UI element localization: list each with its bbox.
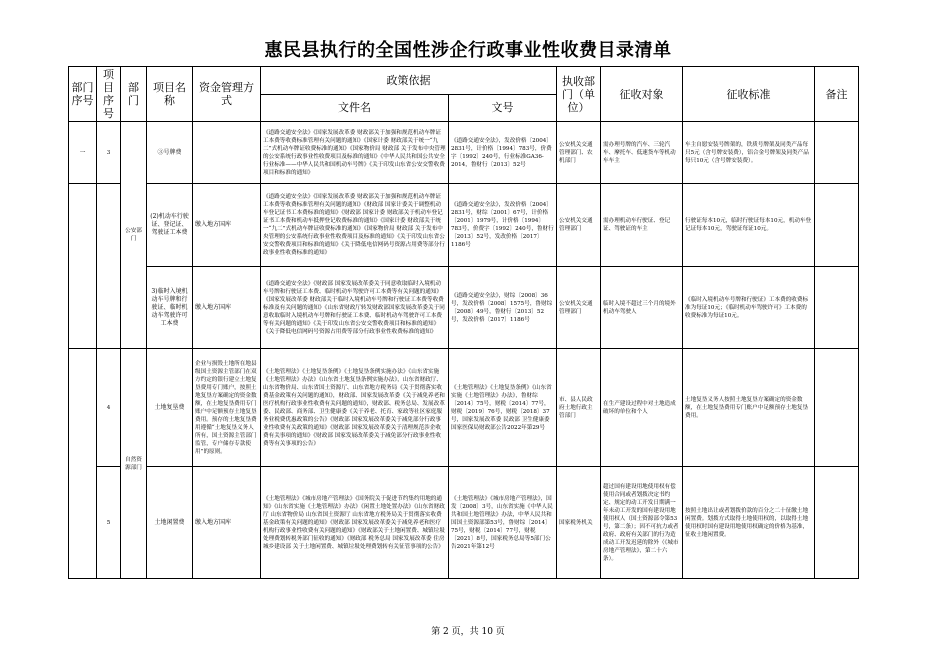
header-policy: 政策依据 bbox=[261, 67, 557, 95]
exec-dept-cell: 公安机关交通管理部门、农机部门 bbox=[557, 122, 601, 184]
dept-cell: 公安部门 bbox=[121, 122, 147, 349]
standard-cell: 土地复垦义务人按照土地复垦方案确定的资金数额，在土地复垦费用专门账户中足额预存土地复垦费用。 bbox=[683, 349, 815, 467]
header-fund-mgmt: 资金管理方式 bbox=[193, 67, 261, 122]
header-doc-no: 文号 bbox=[449, 94, 557, 122]
target-cell: 临时入境不超过三个月的境外机动车驾驶人 bbox=[601, 267, 683, 349]
table-row bbox=[69, 349, 859, 467]
table-row bbox=[69, 184, 859, 267]
header-target: 征收对象 bbox=[601, 67, 683, 122]
header-exec-dept: 执收部门（单位） bbox=[557, 67, 601, 122]
remark-cell bbox=[815, 349, 859, 467]
standard-cell: 行驶证每本10元，临时行驶证每本10元，机动车登记证每本10元，驾驶证每证10元。 bbox=[683, 184, 815, 267]
remark-cell bbox=[815, 184, 859, 267]
doc-no-cell: 《土地管理法》《土地复垦条例》《山东省实施《土地管理法》办法》，鲁财综〔2014〕75号，财税〔2014〕77号，财税〔2019〕76号，财税〔2018〕37号，国家发展改革委 民政部 卫生健康委 国家医保局财政部公告2022年第29号 bbox=[449, 349, 557, 467]
remark-cell bbox=[815, 467, 859, 579]
exec-dept-cell: 国家税务机关 bbox=[557, 467, 601, 579]
item-seq-cell: 3 bbox=[97, 122, 121, 184]
table-row bbox=[69, 267, 859, 349]
standard-cell: 按照土地出让或者划拨价款的百分之二十征缴土地闲置费。划拨方式取得土地使用权的，以取得土地使用权时国有建设用地使用权确定的价格为基准，征收土地闲置费。 bbox=[683, 467, 815, 579]
header-dept-seq: 部门序号 bbox=[69, 67, 97, 122]
fee-table bbox=[68, 66, 859, 579]
dept-seq-cell bbox=[69, 349, 97, 579]
item-name-cell: 土地复垦费 bbox=[147, 349, 193, 467]
doc-no-cell: 《土地管理法》《城市房地产管理法》，国发〔2008〕3号，山东省实施《中华人民共和国土地管理法》办法，中华人民共和国国土资源部第53号，鲁财综〔2014〕75号，财税〔2014〕77号，财税〔2021〕8号，国家税务总局等5部门公告2021年第12号 bbox=[449, 467, 557, 579]
item-seq-cell: 4 bbox=[97, 349, 121, 467]
doc-no-cell: 《道路交通安全法》，财综〔2008〕36号，发改价格〔2008〕1575号，鲁财综〔2008〕49号，鲁财行〔2013〕52号，发改价格〔2017〕1186号 bbox=[449, 267, 557, 349]
header-item-seq: 项目序号 bbox=[97, 67, 121, 122]
dept-seq-cell bbox=[69, 184, 97, 349]
remark-cell bbox=[815, 267, 859, 349]
header-item-name: 项目名称 bbox=[147, 67, 193, 122]
target-cell: 需办理号牌的汽车、三轮汽车、摩托车、低速货车等机动车车主 bbox=[601, 122, 683, 184]
dept-cell: 自然资源部门 bbox=[121, 349, 147, 579]
standard-cell: 车主自愿安装号牌架的，铁质号牌架及同类产品每只5元（含号牌安装费），铝合金号牌架及同类产品每只10元（含号牌安装费）。 bbox=[683, 122, 815, 184]
fund-mgmt-cell: 缴入地方国库 bbox=[193, 184, 261, 267]
exec-dept-cell: 公安机关交通管理部门 bbox=[557, 184, 601, 267]
table-row bbox=[69, 467, 859, 579]
item-name-cell: (2)机动车行驶证、登记证、驾驶证工本费 bbox=[147, 184, 193, 267]
doc-name-cell: 《土地管理法》《城市房地产管理法》《国务院关于促进节约集约用地的通知》《山东省实施《土地管理法》办法》《闲置土地处置办法》《山东省财政厅 山东省物价局 山东省国土资源厅 山东省地方税务局关于贯彻落实收费基金政策有关问题的通知》《财政部 国家发展改革委关于减免养老和医疗机构行政事业性收费有关问题的通知》《财政部关于土地闲置费、城镇垃圾处理费划转税务部门征收的通知》《财政部 税务总局 国家发展改革委 住房城乡建设部 关于土地闲置费、城镇垃圾处理费划转有关征管事项的公告》 bbox=[261, 467, 449, 579]
exec-dept-cell: 公安机关交通管理部门 bbox=[557, 267, 601, 349]
fund-mgmt-cell bbox=[193, 122, 261, 184]
page-title: 惠民县执行的全国性涉企行政事业性收费目录清单 bbox=[264, 40, 672, 61]
doc-name-cell: 《道路交通安全法》《国家发展改革委 财政部关于加强和规范机动车牌证工本费等收费标准管理有关问题的通知》《国家计委 财政部关于统一“九二”式机动车牌证收费标准的通知》《国家物价局 财政部 关于发布中央管理的公安系统行政事业性收费项目及标准的通知》《中华人民共和国公共安全行业标准——中华人民共和国机动车号牌》《关于印发山东省公安交警收费项目和标准的通知》 bbox=[261, 122, 449, 184]
item-name-cell: 3)临时入境机动车号牌和行驶证、临时机动车驾驶许可工本费 bbox=[147, 267, 193, 349]
item-name-cell: ③号牌费 bbox=[147, 122, 193, 184]
header-doc-name: 文件名 bbox=[261, 94, 449, 122]
target-cell: 需办理机动车行驶证、登记证、驾驶证的车主 bbox=[601, 184, 683, 267]
fund-mgmt-cell: 企业与损毁土地所在地县级国土资源主管部门在双方约定的银行建立土地复垦费用专门账户，按照土地复垦方案确定的资金数额，在土地复垦费用专门账户中足额预存土地复垦费用。预存的土地复垦费用遵循“土地复垦义务人所有，国土资源主管部门监管，专户储存专款使用”的原则。 bbox=[193, 349, 261, 467]
doc-name-cell: 《道路交通安全法》《财政部 国家发展改革委关于同意收取临时入境机动车号牌和行驶证工本费、临时机动车驾驶许可工本费等有关问题的通知》《国家发展改革委 财政部关于临时入境机动车号牌和行驶证工本费等收费标准及有关问题的通知》《山东省财政厅转发财政部国家发展改革委关于同意收取临时入境机动车号牌和行驶证工本费、临时机动车驾驶许可工本费等有关问题的通知》《关于印发山东省公安交警收费项目和标准的通知》《关于降低电信网码号资源占用费等部分行政事业性收费标准的通知》 bbox=[261, 267, 449, 349]
page-number: 第 2 页，共 10 页 bbox=[431, 627, 505, 637]
exec-dept-cell: 市、县人民政府土地行政主管部门 bbox=[557, 349, 601, 467]
fund-mgmt-cell: 缴入地方国库 bbox=[193, 267, 261, 349]
item-seq-cell bbox=[97, 184, 121, 349]
table-row bbox=[69, 122, 859, 184]
header-dept: 部门 bbox=[121, 67, 147, 122]
item-seq-cell: 5 bbox=[97, 467, 121, 579]
fee-table-container bbox=[68, 66, 859, 579]
doc-no-cell: 《道路交通安全法》，发改价格〔2004〕2831号，计价格〔1994〕783号，价费字〔1992〕240号，行业标准GA36-2014，鲁财行〔2013〕52号 bbox=[449, 122, 557, 184]
target-cell: 超过国有建设用地使用权有偿使用合同或者划拨决定书约定、规定的动工开发日期满一年未动工开发的国有建设用地使用权人（国土资源部令第53号，第二条）；因不可抗力或者政府、政府有关部门的行为造成动工开发迟延的除外（《城市房地产管理法》，第二十六条）。 bbox=[601, 467, 683, 579]
header-remark: 备注 bbox=[815, 67, 859, 122]
doc-name-cell: 《土地管理法》《土地复垦条例》《土地复垦条例实施办法》《山东省实施《土地管理法》办法》《山东省土地复垦条例实施办法》，山东省财政厅、山东省物价局、山东省国土资源厅、山东省地方税务局《关于贯彻落实收费基金政策有关问题的通知》，财政部、国家发展改革委《关于减免养老和医疗机构行政事业性收费有关问题的通知》，财政部、税务总局、发展改革委、民政部、商务部、卫生健康委《关于养老、托育、家政等社区家庭服务业税费优惠政策的公告》《财政部 国家发展改革委关于减免部分行政事业性收费有关政策的通知》《财政部 国家发展改革委关于清理规范涉企收费有关事项的通知》《财政部 国家发展改革委关于减免部分行政事业性收费等有关事项的公告》 bbox=[261, 349, 449, 467]
standard-cell: 《临时入境机动车号牌和行驶证》工本费的收费标准为每证10元；《临时机动车驾驶许可》工本费的收费标准为每证10元。 bbox=[683, 267, 815, 349]
doc-no-cell: 《道路交通安全法》，发改价格〔2004〕2831号，财综〔2001〕67号，计价格〔2001〕1979号，计价格〔1994〕783号，价费字〔1992〕240号，鲁财行〔2013〕52号，发改价格〔2017〕1186号 bbox=[449, 184, 557, 267]
dept-seq-cell: 一 bbox=[69, 122, 97, 184]
fund-mgmt-cell: 缴入地方国库 bbox=[193, 467, 261, 579]
target-cell: 在生产建设过程中对土地造成破坏的单位和个人 bbox=[601, 349, 683, 467]
header-standard: 征收标准 bbox=[683, 67, 815, 122]
remark-cell bbox=[815, 122, 859, 184]
doc-name-cell: 《道路交通安全法》《国家发展改革委 财政部关于加强和规范机动车牌证工本费等收费标准管理有关问题的通知》《财政部 国家计委关于调整机动车登记证书工本费标准的通知》《财政部 国家计委 财政部关于机动车登记证书工本费和机动车抵押登记收费标准的通知》《国家计委 财政部关于统一“九二”式机动车牌证收费标准的通知》《国家物价局 财政部 关于发布中央管理的公安系统行政事业性收费项目及标准的通知》《关于印发山东省公安交警收费项目和标准的通知》《关于降低电信网码号资源占用费等部分行政事业性收费标准的通知》 bbox=[261, 184, 449, 267]
item-name-cell: 土地闲置费 bbox=[147, 467, 193, 579]
